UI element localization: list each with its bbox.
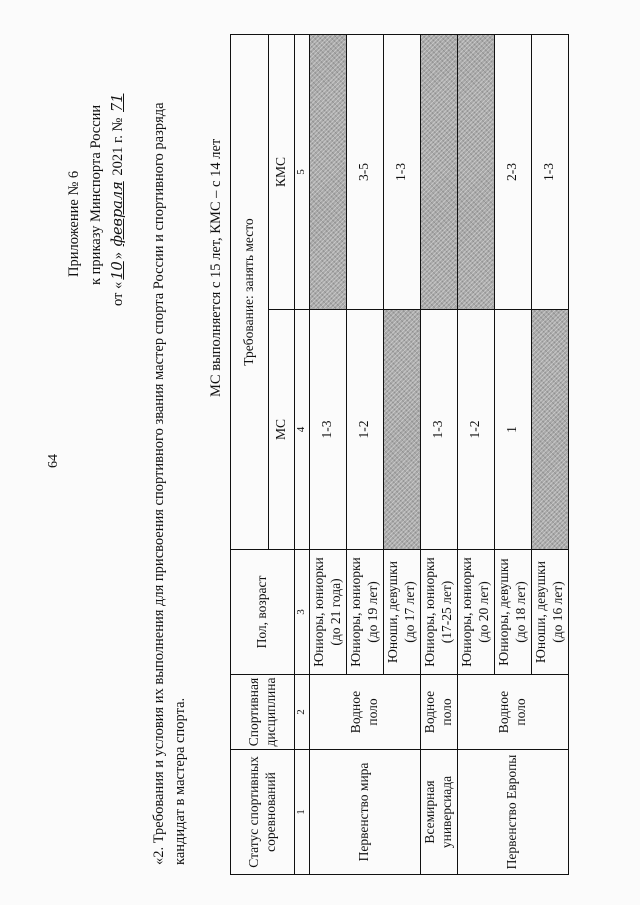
discipline-cell: Водное поло	[457, 675, 568, 750]
annex-title: Приложение № 6	[66, 170, 82, 277]
kms-cell: 1-3	[531, 35, 568, 310]
age-cell: Юниоры, юниорки (до 21 года)	[309, 550, 346, 675]
kms-cell-shaded	[420, 35, 457, 310]
header-age: Пол, возраст	[231, 550, 295, 675]
handwritten-day: 10	[110, 261, 126, 280]
ms-cell-shaded	[531, 310, 568, 550]
header-requirement: Требование: занять место	[231, 35, 269, 550]
age-cell: Юниоры, юниорки (17-25 лет)	[420, 550, 457, 675]
ms-cell-shaded	[383, 310, 420, 550]
kms-cell: 2-3	[494, 35, 531, 310]
header-ms: МС	[269, 310, 295, 550]
ms-cell: 1-2	[346, 310, 383, 550]
ms-cell: 1	[494, 310, 531, 550]
col-number: 5	[295, 35, 310, 310]
status-cell: Первенство Европы	[457, 750, 568, 875]
age-note: МС выполняется с 15 лет, КМС – с 14 лет	[208, 138, 224, 397]
header-discipline: Спортивная дисциплина	[231, 675, 295, 750]
date-year: 2021 г. №	[110, 117, 126, 176]
age-cell: Юниоры, девушки (до 18 лет)	[494, 550, 531, 675]
ms-cell: 1-3	[309, 310, 346, 550]
discipline-cell: Водное поло	[420, 675, 457, 750]
table-row	[457, 35, 494, 875]
col-number: 3	[295, 550, 310, 675]
age-cell: Юноши, девушки (до 16 лет)	[531, 550, 568, 675]
header-kms: КМС	[269, 35, 295, 310]
table-row	[420, 35, 457, 875]
age-cell: Юноши, девушки (до 17 лет)	[383, 550, 420, 675]
annex-order: к приказу Минспорта России	[88, 104, 104, 285]
page-number: 64	[46, 454, 61, 468]
intro-text-line1: «2. Требования и условия их выполнения для присвоения спортивного звания мастер спорта России и спортивного разряда	[151, 102, 167, 865]
intro-text-line2: кандидат в мастера спорта.	[172, 697, 188, 865]
status-cell: Первенство мира	[309, 750, 420, 875]
col-number: 4	[295, 310, 310, 550]
date-prefix: от «	[110, 281, 126, 306]
annex-date	[110, 92, 127, 306]
ms-cell: 1-3	[420, 310, 457, 550]
col-number: 1	[295, 750, 310, 875]
age-cell: Юниоры, юниорки (до 19 лет)	[346, 550, 383, 675]
discipline-cell: Водное поло	[309, 675, 420, 750]
date-mid: »	[110, 252, 126, 260]
age-cell: Юниоры, юниорки (до 20 лет)	[457, 550, 494, 675]
col-number: 2	[295, 675, 310, 750]
kms-cell-shaded	[457, 35, 494, 310]
table-row	[309, 35, 346, 875]
kms-cell: 1-3	[383, 35, 420, 310]
status-cell: Всемирная универсиада	[420, 750, 457, 875]
ms-cell: 1-2	[457, 310, 494, 550]
handwritten-number: 71	[110, 93, 126, 112]
kms-cell-shaded	[309, 35, 346, 310]
handwritten-month: февраля	[110, 181, 126, 247]
requirements-table	[230, 34, 569, 875]
header-status: Статус спортивных соревнований	[231, 750, 295, 875]
kms-cell: 3-5	[346, 35, 383, 310]
